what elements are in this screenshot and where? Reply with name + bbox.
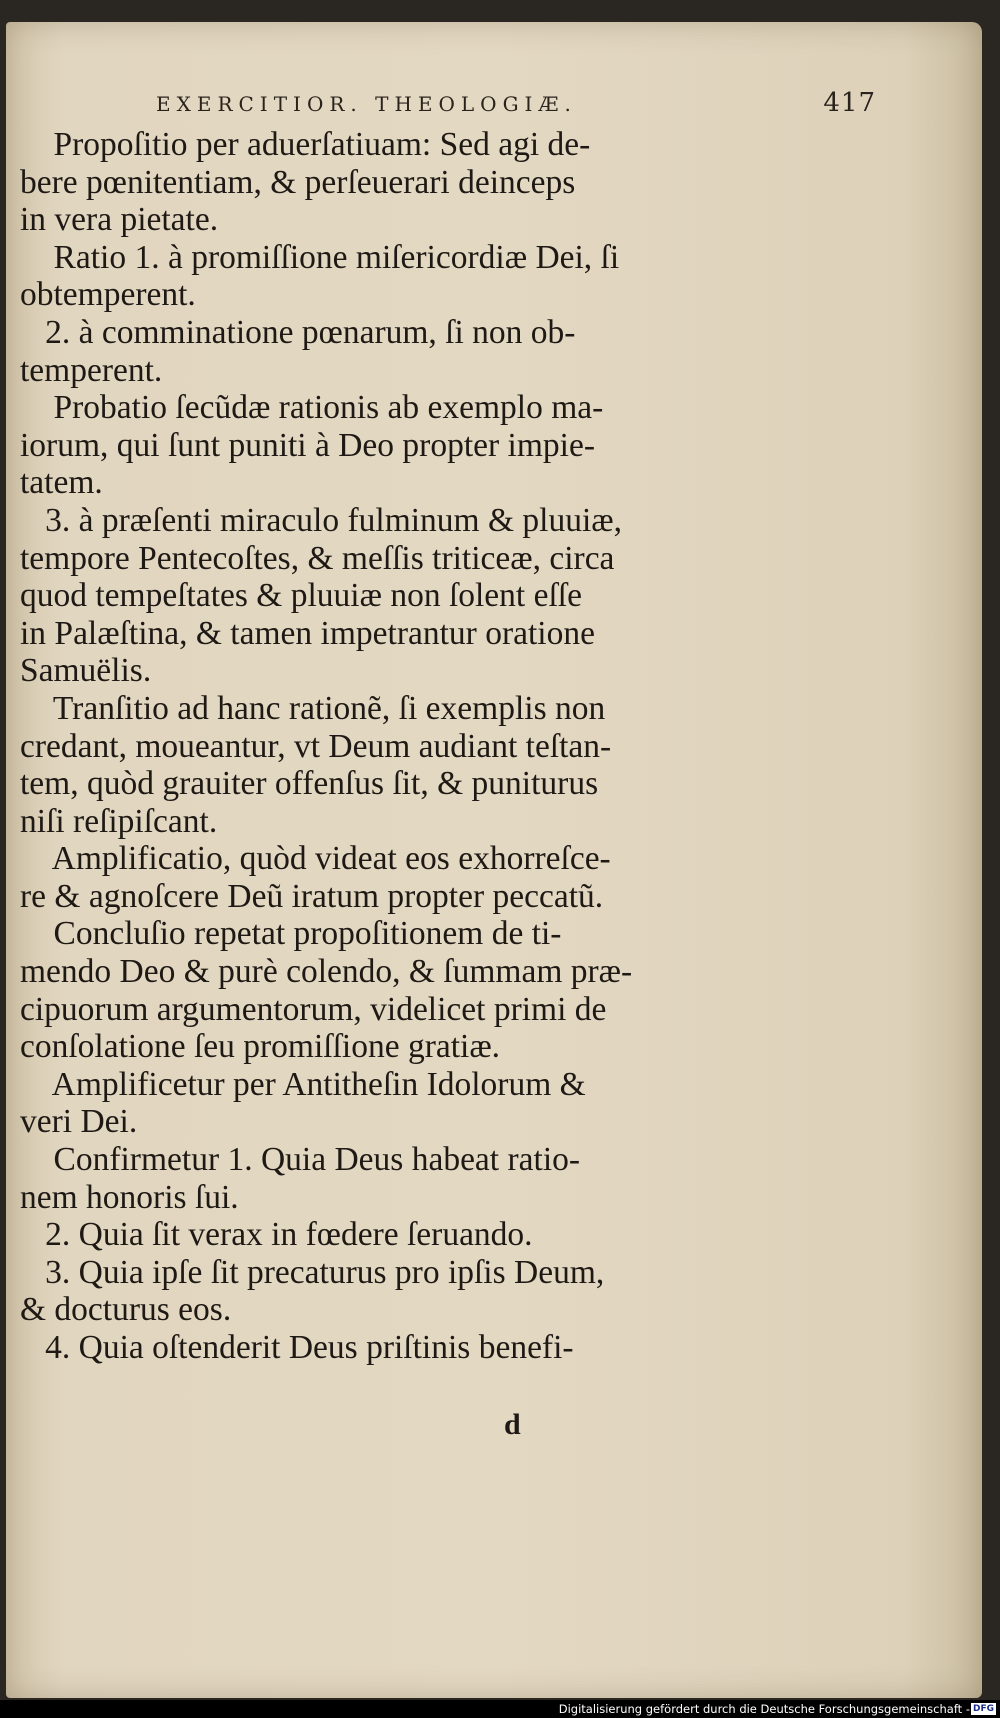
text-line: 3. Quia ipſe ſit precaturus pro ipſis Deum,	[20, 1253, 605, 1291]
text-line: veri Dei.	[20, 1103, 138, 1141]
digitization-footer	[0, 1700, 1000, 1718]
text-line: Amplificetur per Antitheſin Idolorum &	[20, 1065, 586, 1103]
dfg-logo: DFG	[972, 1704, 994, 1714]
body-text	[20, 126, 680, 1367]
text-line: 2. à comminatione pœnarum, ſi non ob-	[20, 313, 576, 351]
text-line: Samuëlis.	[20, 652, 152, 690]
text-line: nem honoris ſui.	[20, 1178, 239, 1216]
text-line: 2. Quia ſit verax in fœdere ſeruando.	[20, 1216, 533, 1254]
text-line: credant, moueantur, vt Deum audiant teſtan-	[20, 727, 612, 765]
catchword: d	[504, 1408, 521, 1441]
text-line: quod tempeſtates & pluuiæ non ſolent eſſe	[20, 577, 582, 615]
text-line: Tranſitio ad hanc rationẽ, ſi exemplis non	[20, 689, 606, 727]
text-line: niſi reſipiſcant.	[20, 802, 218, 840]
text-line: temperent.	[20, 351, 163, 389]
text-line: in Palæſtina, & tamen impetrantur oratione	[20, 614, 595, 652]
text-line: obtemperent.	[20, 276, 196, 314]
page-number: 417	[823, 88, 876, 118]
text-line: tem, quòd grauiter offenſus ſit, & puniturus	[20, 765, 599, 803]
text-line: Amplificatio, quòd videat eos exhorreſce-	[20, 840, 611, 878]
text-line: Probatio ſecũdæ rationis ab exemplo ma-	[20, 389, 604, 427]
text-line: Concluſio repetat propoſitionem de ti-	[20, 915, 562, 953]
text-line: Propoſitio per aduerſatiuam: Sed agi de-	[20, 126, 591, 163]
text-line: 4. Quia oſtenderit Deus priſtinis benefi-	[20, 1329, 574, 1366]
text-line: in vera pietate.	[20, 201, 219, 239]
text-line: conſolatione ſeu promiſſione gratiæ.	[20, 1028, 501, 1066]
footer-credit: Digitalisierung gefördert durch die Deutsche Forschungsgemeinschaft -	[558, 1702, 970, 1716]
text-line: tatem.	[20, 464, 103, 502]
text-line: 3. à præſenti miraculo fulminum & pluuiæ,	[20, 501, 623, 539]
text-line: iorum, qui ſunt puniti à Deo propter impie-	[20, 426, 595, 464]
running-title: EXERCITIOR. THEOLOGIÆ.	[156, 92, 577, 116]
text-line: re & agnoſcere Deũ iratum propter peccatũ.	[20, 877, 604, 915]
paper-leaf	[6, 22, 982, 1698]
text-line: Ratio 1. à promiſſione miſericordiæ Dei, ſi	[20, 238, 620, 276]
text-line: cipuorum argumentorum, videlicet primi de	[20, 990, 607, 1028]
text-line: & docturus eos.	[20, 1291, 232, 1329]
text-line: Confirmetur 1. Quia Deus habeat ratio-	[20, 1141, 581, 1179]
text-line: tempore Pentecoſtes, & meſſis triticeæ, circa	[20, 539, 615, 577]
text-line: mendo Deo & purè colendo, & ſummam præ-	[20, 953, 633, 991]
text-line: bere pœnitentiam, & perſeuerari deinceps	[20, 163, 576, 201]
